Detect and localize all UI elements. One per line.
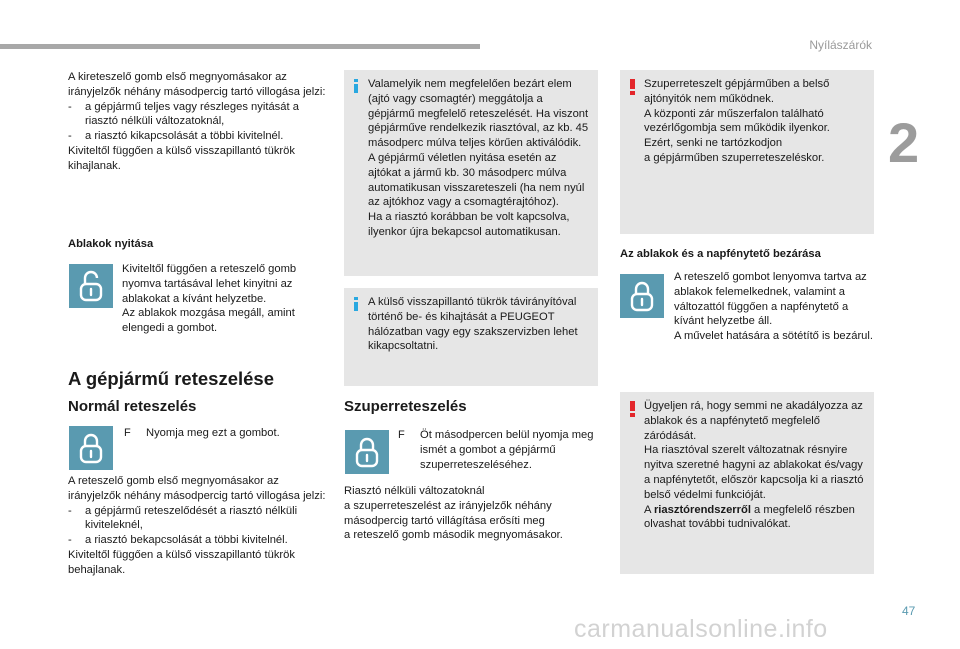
warning-icon [630, 401, 635, 417]
page-number: 47 [902, 604, 916, 618]
unlock-intro: A kireteszelő gomb első megnyomásakor az irányjelzők néhány másodpercig tartó villogása jelzi: - a gépjármű teljes vagy részleges nyitását a riasztó nélküli változatoknál, - a riasztó kikapcsolását a többi kivitelnél. Kiviteltől függően a külső visszapillantó tükrök kihajlanak. [68, 71, 326, 172]
info-icon [354, 79, 358, 93]
normal-lock-bullet: F Nyomja meg ezt a gombot. [124, 427, 280, 439]
normal-lock-heading: Normál reteszelés [68, 398, 197, 415]
section-title: Nyílászárók [809, 38, 872, 52]
warning-icon [630, 79, 635, 95]
info-icon [354, 297, 358, 311]
lock-closed-icon [620, 274, 664, 318]
deadlock-heading: Szuperreteszelés [344, 398, 467, 415]
deadlock-description: Riasztó nélküli változatoknál a szuperreteszelést az irányjelzők néhány másodpercig tartó villágítása erősíti meg a reteszelő gomb második megnyomásakor. [344, 485, 563, 542]
lock-closed-icon [345, 430, 389, 474]
lock-closed-icon [69, 426, 113, 470]
deadlock-bullet: F Öt másodpercen belül nyomja meg ismét a gombot a gépjármű szuperreteszeléséhez. [398, 429, 594, 471]
bullet-symbol: F [398, 429, 405, 441]
watermark: carmanualsonline.info [574, 615, 828, 643]
header-bar [0, 44, 480, 49]
windows-text: Kiviteltől függően a reteszelő gomb nyomva tartásával lehet kinyitni az ablakokat a kívánt helyzetbe. Az ablakok mozgása megáll, amint elengedi a gombot. [122, 263, 297, 335]
lock-heading: A gépjármű reteszelése [68, 368, 274, 389]
warning-note-deadlock: Szuperreteszelt gépjárműben a belső ajtónyitók nem működnek. A központi zár műszerfalon található vezérlőgombja sem működik ilyenkor. Ezért, senki ne tartózkodjon a gépjárműben szuperreteszeléskor. [620, 70, 874, 234]
info-note-mirrors: A külső visszapillantó tükrök távirányítóval történő be- és kihajtását a PEUGEOT hálózatban vagy egy szakszervizben lehet kikapcsoltatni. [344, 288, 598, 386]
close-windows-text: A reteszelő gombot lenyomva tartva az ablakok felemelkednek, valamint a változattól függően a napfénytető a kívánt helyzetbe áll. A művelet hatására a sötétítő is bezárul. [674, 271, 873, 343]
warning-note-windows: Ügyeljen rá, hogy semmi ne akadályozza az ablakok és a napfénytető megfelelő záródását. Ha riasztóval szerelt változatnak résnyire nyitva szeretné hagyni az ablakokat és/vagy a napfénytetőt, először kapcsolja ki a riasztó belső védelmi funkcióját. A riasztórendszerről a megfelelő részben olvashat további tudnivalókat. [620, 392, 874, 574]
lock-open-icon [69, 264, 113, 308]
windows-heading: Ablakok nyitása [68, 238, 154, 250]
bullet-symbol: F [124, 427, 131, 439]
info-note-locking: Valamelyik nem megfelelően bezárt elem (ajtó vagy csomagtér) meggátolja a gépjármű megfelelő reteszelését. Ha viszont gépjárműve rendelkezik riasztóval, az kb. 45 másodperc múlva teljes körűen aktiválódik. A gépjármű véletlen nyitása esetén az ajtókat a jármű kb. 30 másodperc múlva automatikusan visszareteszeli (ha nem nyúl az ajtókhoz vagy a csomagtérajtóhoz). Ha a riasztó korábban be volt kapcsolva, ilyenkor újra bekapcsol automatikusan. [344, 70, 598, 276]
chapter-number: 2 [888, 111, 920, 174]
close-windows-heading: Az ablakok és a napfénytető bezárása [620, 248, 821, 260]
normal-lock-description: A reteszelő gomb első megnyomásakor az irányjelzők néhány másodpercig tartó villogása jelzi: - a gépjármű reteszelődését a riasztó nélküli kiviteleknél, - a riasztó bekapcsolását a többi kivitelnél. Kiviteltől függően a külső visszapillantó tükrök behajlanak. [68, 475, 326, 576]
alarm-system-reference: riasztórendszerről [653, 503, 751, 516]
